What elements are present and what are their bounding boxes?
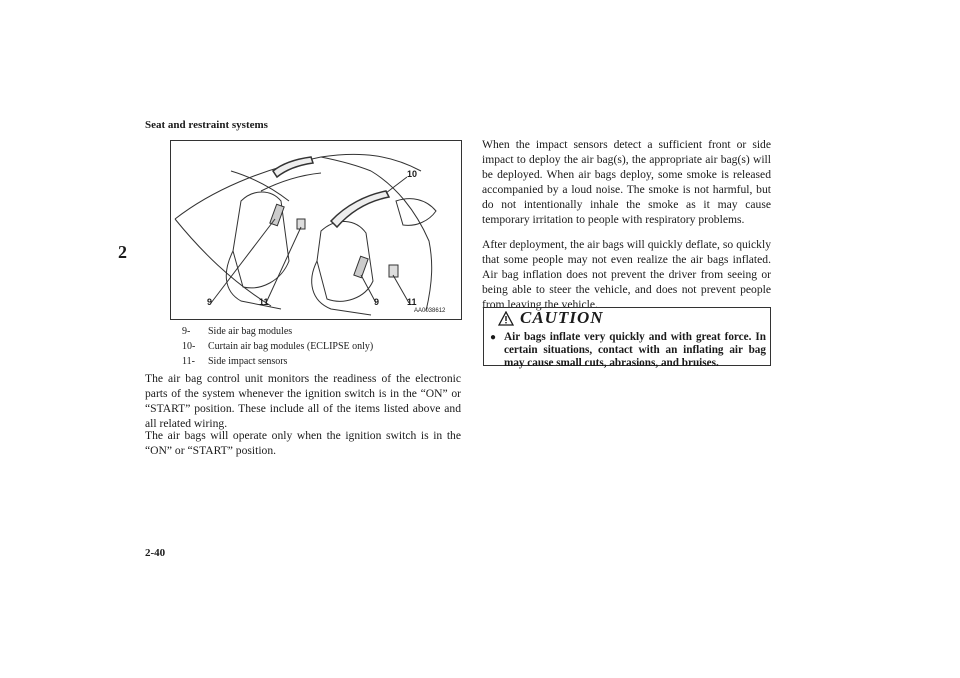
legend-number: 11- — [182, 356, 195, 367]
caution-heading — [498, 308, 604, 328]
chapter-tab: 2 — [118, 242, 127, 262]
callout-11: 11 — [259, 297, 269, 307]
callout-9: 9 — [207, 297, 213, 307]
legend-item — [182, 339, 373, 354]
legend-text: Side air bag modules — [208, 326, 293, 337]
page-number: 2-40 — [145, 547, 166, 559]
figure-legend — [182, 324, 373, 369]
caution-title: CAUTION — [520, 308, 604, 327]
callout-11: 11 — [407, 297, 417, 307]
legend-text: Side impact sensors — [208, 356, 288, 367]
callout-10: 10 — [407, 169, 418, 179]
legend-number: 9- — [182, 326, 191, 337]
body-paragraph: The air bag control unit monitors the readiness of the electronic parts of the system whenever the ignition switch is in the “ON” or “START” position. These include all of the items listed above and all related wiring. — [145, 372, 461, 430]
legend-number: 10- — [182, 341, 196, 352]
body-paragraph: The air bags will operate only when the ignition switch is in the “ON” or “START” position. — [145, 429, 461, 457]
legend-item — [182, 324, 373, 339]
caution-text: Air bags inflate very quickly and with great force. In certain situations, contact with an inflating air bag may cause small cuts, abrasions, and bruises. — [504, 331, 766, 369]
figure-code: AA0038612 — [414, 308, 446, 314]
caution-box — [483, 307, 771, 369]
legend-text: Curtain air bag modules (ECLIPSE only) — [208, 341, 374, 352]
warning-triangle-icon — [498, 311, 514, 326]
bullet-icon: ● — [490, 332, 497, 343]
body-paragraph: After deployment, the air bags will quickly deflate, so quickly that some people may not even realize the air bags inflated. Air bag inflation does not prevent the driver from seeing or being able to steer the vehicle, and does not prevent people from leaving the vehicle. — [482, 238, 771, 311]
callout-9: 9 — [374, 297, 380, 307]
legend-item — [182, 354, 373, 369]
section-header: Seat and restraint systems — [145, 119, 268, 131]
caution-item — [490, 331, 766, 370]
body-paragraph: When the impact sensors detect a sufficient front or side impact to deploy the air bag(s), the appropriate air bag(s) will be deployed. When air bags deploy, some smoke is released accompanied by a loud noise. The smoke is not harmful, but do not intentionally inhale the smoke as it may cause temporary irritation to people with respiratory problems. — [482, 138, 771, 226]
airbag-illustration — [170, 140, 462, 320]
